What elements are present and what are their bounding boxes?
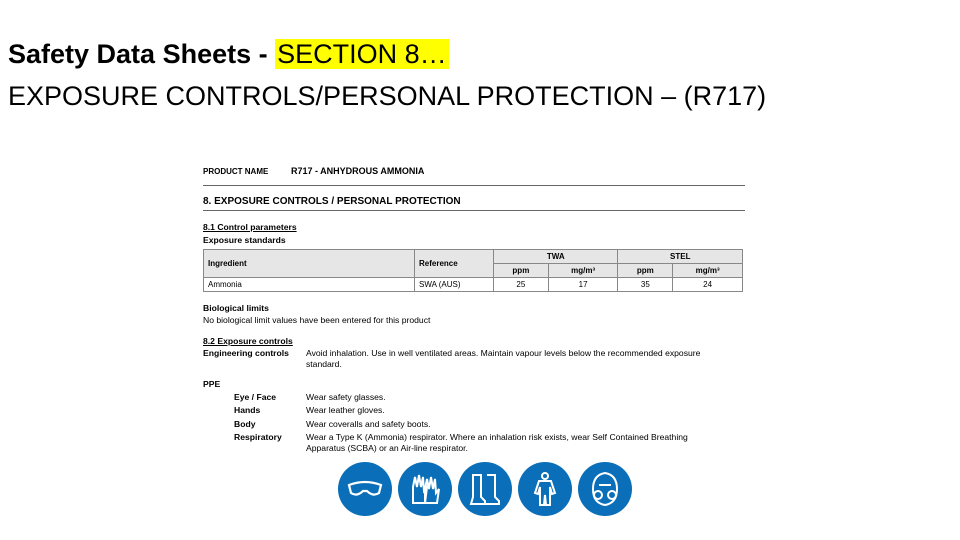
table-row bbox=[204, 278, 743, 292]
ppe-icons bbox=[338, 462, 632, 516]
ppe-heading: PPE bbox=[203, 379, 221, 389]
engineering-controls-label: Engineering controls bbox=[203, 348, 289, 358]
unit-stel-ppm: ppm bbox=[618, 264, 673, 278]
divider bbox=[203, 210, 745, 211]
ppe-hands-label: Hands bbox=[234, 405, 261, 415]
ppe-hands-text: Wear leather gloves. bbox=[306, 405, 385, 415]
coveralls-icon bbox=[518, 462, 572, 516]
exposure-standards-table bbox=[203, 249, 743, 292]
title-highlight: SECTION 8… bbox=[277, 39, 447, 69]
section-heading: 8. EXPOSURE CONTROLS / PERSONAL PROTECTION bbox=[203, 196, 461, 207]
boots-icon bbox=[458, 462, 512, 516]
col-ingredient: Ingredient bbox=[204, 250, 415, 278]
unit-twa-mg: mg/m³ bbox=[548, 264, 618, 278]
control-parameters-heading: 8.1 Control parameters bbox=[203, 222, 297, 232]
ppe-respiratory-label: Respiratory bbox=[234, 432, 282, 442]
cell-twa-ppm: 25 bbox=[494, 278, 549, 292]
engineering-controls-text: Avoid inhalation. Use in well ventilated areas. Maintain vapour levels below the recommended exposure bbox=[306, 348, 701, 358]
slide-subtitle: EXPOSURE CONTROLS/PERSONAL PROTECTION – (R717) bbox=[8, 81, 767, 111]
cell-twa-mg: 17 bbox=[548, 278, 618, 292]
product-label: PRODUCT NAME bbox=[203, 167, 269, 176]
cell-stel-mg: 24 bbox=[673, 278, 743, 292]
product-value: R717 - ANHYDROUS AMMONIA bbox=[291, 166, 425, 176]
biological-limits-heading: Biological limits bbox=[203, 303, 269, 313]
cell-reference: SWA (AUS) bbox=[415, 278, 494, 292]
ppe-respiratory-text: Apparatus (SCBA) or an Air-line respirator. bbox=[306, 443, 468, 453]
cell-ingredient: Ammonia bbox=[204, 278, 415, 292]
unit-stel-mg: mg/m³ bbox=[673, 264, 743, 278]
col-reference: Reference bbox=[415, 250, 494, 278]
exposure-standards-heading: Exposure standards bbox=[203, 235, 286, 245]
cell-stel-ppm: 35 bbox=[618, 278, 673, 292]
respirator-icon bbox=[578, 462, 632, 516]
ppe-eye-text: Wear safety glasses. bbox=[306, 392, 386, 402]
col-twa: TWA bbox=[494, 250, 618, 264]
unit-twa-ppm: ppm bbox=[494, 264, 549, 278]
ppe-eye-label: Eye / Face bbox=[234, 392, 277, 402]
gloves-icon bbox=[398, 462, 452, 516]
ppe-body-text: Wear coveralls and safety boots. bbox=[306, 419, 431, 429]
engineering-controls-text: standard. bbox=[306, 359, 342, 369]
ppe-body-label: Body bbox=[234, 419, 256, 429]
slide-title bbox=[8, 36, 449, 72]
title-bold: Safety Data Sheets - bbox=[8, 39, 268, 69]
exposure-controls-heading: 8.2 Exposure controls bbox=[203, 336, 293, 346]
divider bbox=[203, 185, 745, 186]
biological-limits-text: No biological limit values have been entered for this product bbox=[203, 315, 431, 325]
col-stel: STEL bbox=[618, 250, 743, 264]
ppe-respiratory-text: Wear a Type K (Ammonia) respirator. Where an inhalation risk exists, wear Self Contained Breathing bbox=[306, 432, 688, 442]
safety-glasses-icon bbox=[338, 462, 392, 516]
